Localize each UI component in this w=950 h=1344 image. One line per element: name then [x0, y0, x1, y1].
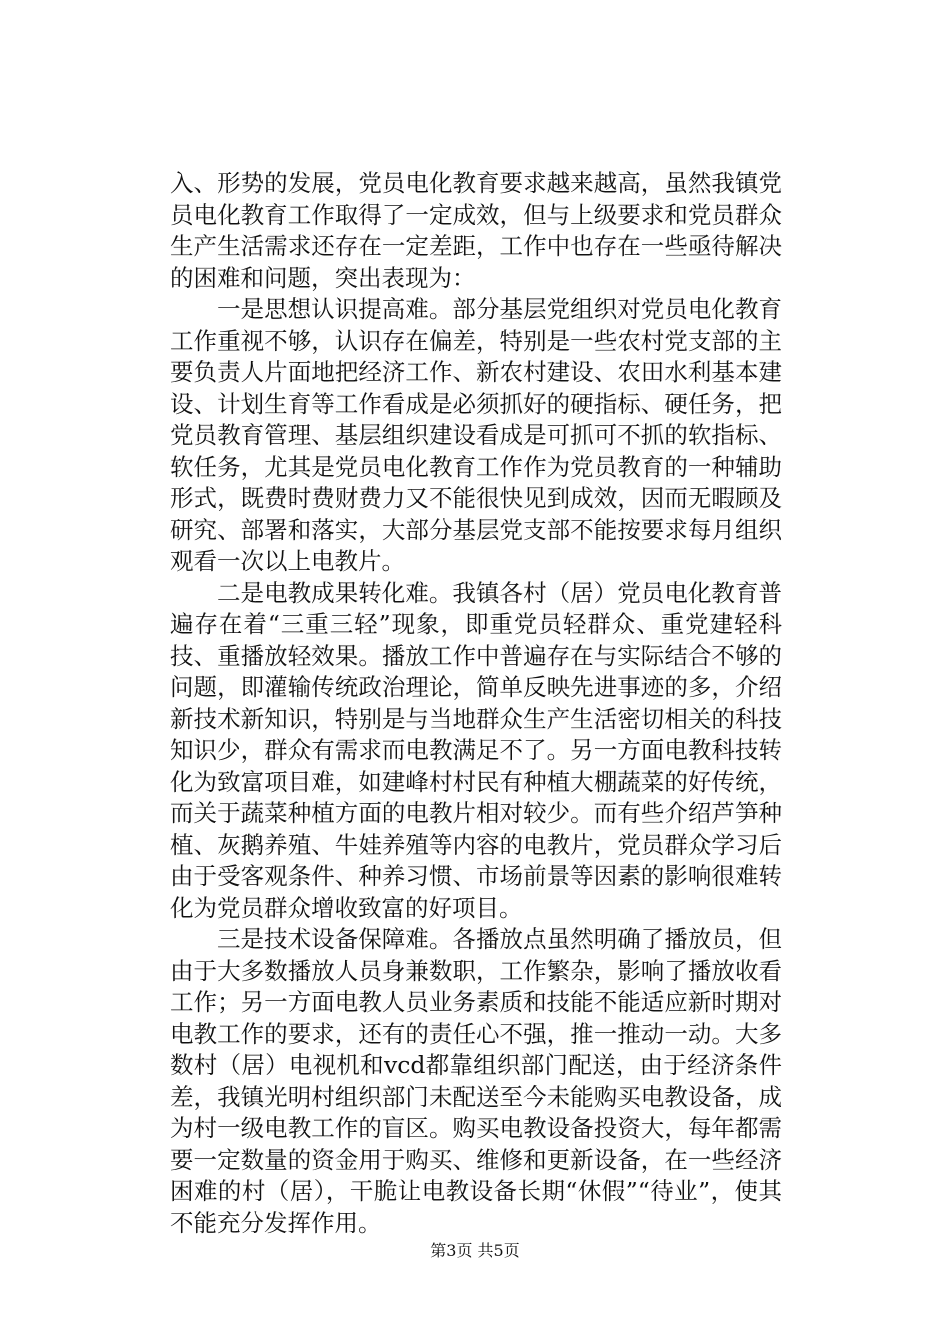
page-footer: 第3页 共5页 — [430, 1241, 520, 1260]
paragraph-point-one: 一是思想认识提高难。部分基层党组织对党员电化教育工作重视不够，认识存在偏差，特别是一些农村党支部的主要负责人片面地把经济工作、新农村建设、农田水利基本建设、计划生育等工作看成是必须抓好的硬指标、硬任务，把党员教育管理、基层组织建设看成是可抓可不抓的软指标、软任务，尤其是党员电化教育工作作为党员教育的一种辅助形式，既费时费财费力又不能很快见到成效，因而无暇顾及研究、部署和落实，大部分基层党支部不能按要求每月组织观看一次以上电教片。 — [170, 295, 782, 575]
paragraph-point-two: 二是电教成果转化难。我镇各村（居）党员电化教育普遍存在着“三重三轻”现象，即重党员轻群众、重党建轻科技、重播放轻效果。播放工作中普遍存在与实际结合不够的问题，即灌输传统政治理论，简单反映先进事迹的多，介绍新技术新知识，特别是与当地群众生产生活密切相关的科技知识少，群众有需求而电教满足不了。另一方面电教科技转化为致富项目难，如建峰村村民有种植大棚蔬菜的好传统，而关于蔬菜种植方面的电教片相对较少。而有些介绍芦笋种植、灰鹅养殖、牛娃养殖等内容的电教片，党员群众学习后由于受客观条件、种养习惯、市场前景等因素的影响很难转化为党员群众增收致富的好项目。 — [170, 578, 782, 922]
document-body — [170, 168, 782, 1239]
paragraph-point-three: 三是技术设备保障难。各播放点虽然明确了播放员，但由于大多数播放人员身兼数职，工作繁杂，影响了播放收看工作；另一方面电教人员业务素质和技能不能适应新时期对电教工作的要求，还有的责任心不强，推一推动一动。大多数村（居）电视机和vcd都靠组织部门配送，由于经济条件差，我镇光明村组织部门未配送至今未能购买电教设备，成为村一级电教工作的盲区。购买电教设备投资大，每年都需要一定数量的资金用于购买、维修和更新设备，在一些经济困难的村（居），干脆让电教设备长期“休假”“待业”，使其不能充分发挥作用。 — [170, 925, 782, 1237]
paragraph-intro: 入、形势的发展，党员电化教育要求越来越高，虽然我镇党员电化教育工作取得了一定成效，但与上级要求和党员群众生产生活需求还存在一定差距，工作中也存在一些亟待解决的困难和问题，突出表现为： — [170, 169, 782, 292]
